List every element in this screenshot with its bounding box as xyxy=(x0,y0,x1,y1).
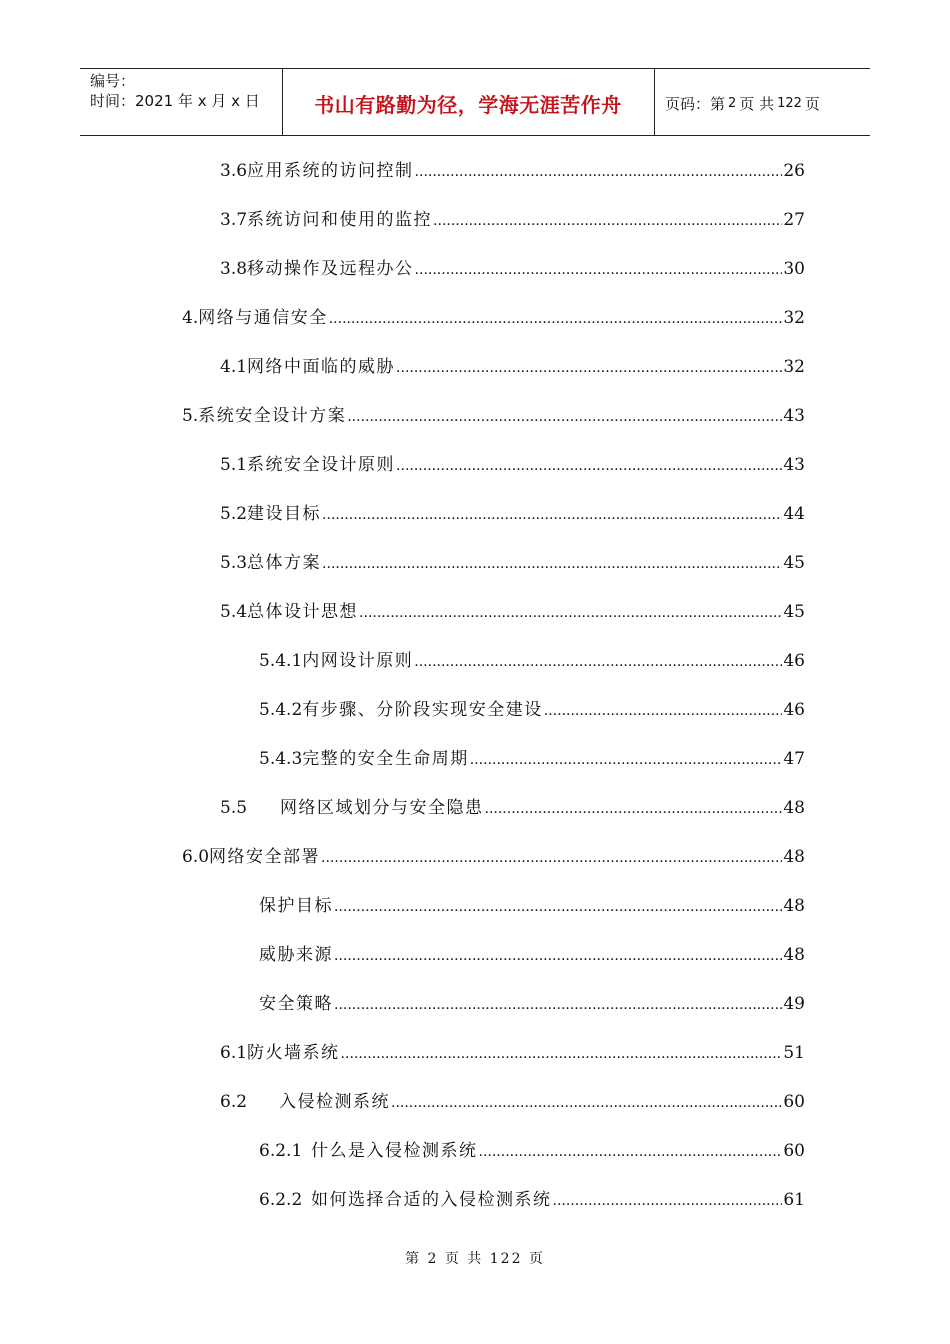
toc-entry-page: 48 xyxy=(783,945,805,965)
toc-leader-dots xyxy=(329,305,783,332)
toc-entry[interactable] xyxy=(259,1138,805,1164)
toc-leader-dots xyxy=(553,1187,783,1214)
toc-entry[interactable] xyxy=(259,697,805,723)
toc-entry-title: 威胁来源 xyxy=(259,945,333,965)
toc-leader-dots xyxy=(415,256,783,283)
toc-leader-dots xyxy=(415,158,783,185)
header-page-info xyxy=(665,69,820,137)
toc-entry-number: 4.1 xyxy=(220,357,248,377)
header-divider-right xyxy=(654,69,655,135)
toc-entry[interactable] xyxy=(259,1187,805,1213)
toc-entry-number: 5.2 xyxy=(220,504,248,524)
toc-entry[interactable] xyxy=(182,403,805,429)
toc-entry-page: 60 xyxy=(783,1092,805,1112)
toc-entry-title: 有步骤、分阶段实现安全建设 xyxy=(302,700,543,720)
page-header xyxy=(80,68,870,136)
toc-entry-title: 系统安全设计方案 xyxy=(198,406,347,426)
toc-entry-number: 4. xyxy=(182,308,199,328)
toc-leader-dots xyxy=(396,354,782,381)
toc-entry[interactable] xyxy=(220,501,805,527)
toc-entry-page: 51 xyxy=(783,1043,805,1063)
toc-entry[interactable] xyxy=(220,1040,805,1066)
toc-leader-dots xyxy=(347,403,782,430)
toc-entry-title: 内网设计原则 xyxy=(302,651,414,671)
toc-entry-page: 30 xyxy=(783,259,805,279)
toc-entry-page: 47 xyxy=(783,749,805,769)
toc-entry[interactable] xyxy=(259,746,805,772)
toc-entry[interactable] xyxy=(220,256,805,282)
toc-entry[interactable] xyxy=(259,942,805,968)
toc-entry-title: 系统安全设计原则 xyxy=(247,455,396,475)
toc-leader-dots xyxy=(544,697,783,724)
toc-entry-page: 46 xyxy=(783,700,805,720)
toc-entry-title: 网络安全部署 xyxy=(209,847,321,867)
toc-entry-number: 5.3 xyxy=(220,553,248,573)
toc-leader-dots xyxy=(433,207,782,234)
toc-entry-title: 完整的安全生命周期 xyxy=(302,749,469,769)
toc-entry-page: 43 xyxy=(783,406,805,426)
toc-entry-number: 5.1 xyxy=(220,455,248,475)
toc-entry[interactable] xyxy=(182,844,805,870)
toc-entry-title: 入侵检测系统 xyxy=(279,1092,390,1112)
toc-entry-number: 3.7 xyxy=(220,210,248,230)
toc-entry-title: 系统访问和使用的监控 xyxy=(247,210,433,230)
toc-leader-dots xyxy=(341,1040,783,1067)
toc-leader-dots xyxy=(391,1089,782,1116)
toc-entry[interactable] xyxy=(220,1089,805,1115)
toc-entry-page: 27 xyxy=(783,210,805,230)
toc-entry[interactable] xyxy=(220,599,805,625)
toc-entry-title: 移动操作及远程办公 xyxy=(247,259,414,279)
document-number-label: 编号： xyxy=(90,72,136,90)
toc-leader-dots xyxy=(321,844,782,871)
toc-leader-dots xyxy=(322,501,782,528)
toc-leader-dots xyxy=(334,942,782,969)
toc-entry-number: 3.8 xyxy=(220,259,248,279)
toc-entry-page: 60 xyxy=(783,1141,805,1161)
toc-entry[interactable] xyxy=(220,158,805,184)
toc-entry-title: 什么是入侵检测系统 xyxy=(311,1141,478,1161)
toc-entry-page: 45 xyxy=(783,553,805,573)
toc-leader-dots xyxy=(470,746,783,773)
toc-entry-title: 如何选择合适的入侵检测系统 xyxy=(311,1190,552,1210)
toc-entry-title: 保护目标 xyxy=(259,896,333,916)
toc-entry[interactable] xyxy=(259,991,805,1017)
page-current-number: 2 xyxy=(728,95,737,111)
toc-leader-dots xyxy=(479,1138,783,1165)
toc-entry-page: 32 xyxy=(783,308,805,328)
toc-entry-page: 45 xyxy=(783,602,805,622)
toc-leader-dots xyxy=(485,795,783,822)
toc-entry-number: 5.4.2 xyxy=(259,700,303,720)
toc-entry[interactable] xyxy=(220,550,805,576)
toc-entry-title: 总体设计思想 xyxy=(247,602,359,622)
toc-entry[interactable] xyxy=(220,207,805,233)
toc-entry-page: 43 xyxy=(783,455,805,475)
toc-entry-title: 防火墙系统 xyxy=(247,1043,340,1063)
page-total-number: 122 xyxy=(777,95,802,111)
header-motto: 书山有路勤为径，学海无涯苦作舟 xyxy=(314,92,622,117)
toc-entry-number: 3.6 xyxy=(220,161,248,181)
toc-entry-title: 网络中面临的威胁 xyxy=(247,357,396,377)
toc-entry-page: 32 xyxy=(783,357,805,377)
toc-leader-dots xyxy=(322,550,782,577)
toc-entry-title: 应用系统的访问控制 xyxy=(247,161,414,181)
toc-entry-title: 建设目标 xyxy=(247,504,322,524)
toc-entry-number: 5.4 xyxy=(220,602,248,622)
toc-entry-page: 61 xyxy=(783,1190,805,1210)
header-info xyxy=(90,71,260,111)
page-suffix: 页 xyxy=(804,94,820,113)
toc-entry[interactable] xyxy=(220,795,805,821)
page-prefix: 页码：第 xyxy=(665,94,726,113)
toc-entry-number: 5.5 xyxy=(220,798,248,818)
toc-leader-dots xyxy=(334,893,782,920)
toc-leader-dots xyxy=(414,648,782,675)
toc-entry-title: 总体方案 xyxy=(247,553,322,573)
toc-entry[interactable] xyxy=(220,354,805,380)
toc-entry-number: 6.2 xyxy=(220,1092,248,1112)
toc-leader-dots xyxy=(334,991,782,1018)
toc-leader-dots xyxy=(396,452,782,479)
toc-entry[interactable] xyxy=(182,305,805,331)
toc-entry-page: 49 xyxy=(783,994,805,1014)
toc-entry-number: 6.0 xyxy=(182,847,210,867)
toc-entry-number: 6.2.1 xyxy=(259,1141,303,1161)
toc-entry[interactable] xyxy=(220,452,805,478)
document-date-label: 时间：2021 年 x 月 x 日 xyxy=(90,92,260,110)
page-footer: 第 2 页 共 122 页 xyxy=(405,1251,545,1267)
toc-entry-number: 6.1 xyxy=(220,1043,248,1063)
toc-entry-page: 26 xyxy=(783,161,805,181)
toc-entry-page: 48 xyxy=(783,798,805,818)
toc-entry[interactable] xyxy=(259,648,805,674)
page-mid: 页 共 xyxy=(739,94,775,113)
toc-entry-page: 48 xyxy=(783,896,805,916)
toc-entry-page: 46 xyxy=(783,651,805,671)
toc-entry-title: 网络与通信安全 xyxy=(198,308,328,328)
toc-entry-page: 44 xyxy=(783,504,805,524)
toc-entry-title: 网络区域划分与安全隐患 xyxy=(280,798,484,818)
toc-entry-title: 安全策略 xyxy=(259,994,333,1014)
toc-entry-page: 48 xyxy=(783,847,805,867)
toc-entry-number: 5. xyxy=(182,406,199,426)
toc-entry-number: 5.4.3 xyxy=(259,749,303,769)
toc-leader-dots xyxy=(359,599,782,626)
toc-entry[interactable] xyxy=(259,893,805,919)
toc-entry-number: 5.4.1 xyxy=(259,651,303,671)
toc-entry-number: 6.2.2 xyxy=(259,1190,303,1210)
